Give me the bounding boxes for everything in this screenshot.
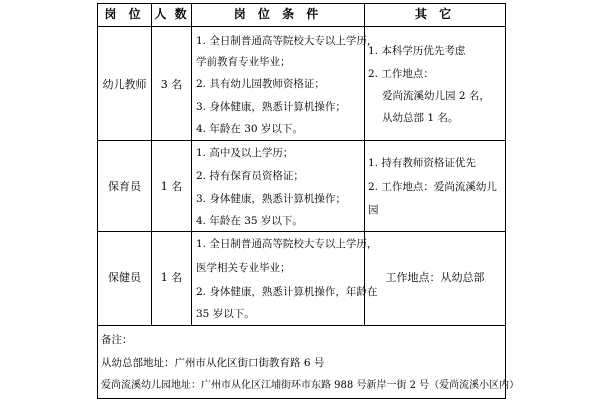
- col-divider-2: [191, 3, 192, 325]
- row-1-count: 3 名: [160, 78, 183, 91]
- header-divider: [97, 26, 506, 27]
- row-3-position: 保健员: [108, 271, 141, 284]
- header-conditions: 岗 位 条 件: [233, 7, 323, 21]
- row-1-other-3: 爱尚流溪幼儿园 2 名，: [382, 90, 490, 102]
- row-2-condition-2: 2. 持有保育员资格证；: [196, 170, 304, 182]
- row-1-condition-2: 学前教育专业毕业；: [196, 56, 291, 68]
- notes-address-2: 爱尚流溪幼儿园地址：广州市从化区江埔街环市东路 988 号新岸一街 2 号（爱尚流溪小区内）: [101, 380, 520, 391]
- row-1-condition-3: 2. 具有幼儿园教师资格证；: [196, 78, 325, 90]
- row-1-other-1: 1. 本科学历优先考虑: [368, 45, 466, 57]
- row-2-condition-4: 4. 年龄在 35 岁以下。: [196, 215, 303, 227]
- table-border-top: [97, 3, 506, 4]
- notes-title: 备注：: [101, 334, 133, 346]
- row-1-condition-4: 3. 身体健康，熟悉计算机操作；: [196, 101, 346, 113]
- header-count: 人 数: [154, 7, 189, 21]
- row-3-count: 1 名: [160, 271, 183, 284]
- header-position: 岗 位: [104, 7, 145, 21]
- row-divider-3: [97, 325, 506, 326]
- row-1-condition-1: 1. 全日制普通高等院校大专以上学历，: [196, 35, 378, 47]
- row-2-other-1: 1. 持有教师资格证优先: [368, 157, 476, 169]
- row-3-condition-4: 35 岁以下。: [196, 308, 255, 320]
- row-1-position: 幼儿教师: [102, 78, 147, 91]
- header-other: 其 它: [414, 7, 456, 21]
- row-2-condition-3: 3. 身体健康，熟悉计算机操作；: [196, 193, 346, 205]
- row-1-other-4: 从幼总部 1 名。: [382, 112, 459, 124]
- row-2-count: 1 名: [160, 180, 183, 193]
- table-border-left: [97, 3, 98, 399]
- notes-address-1: 从幼总部地址：广州市从化区街口街教育路 6 号: [101, 357, 325, 369]
- row-2-position: 保育员: [108, 180, 141, 193]
- row-divider-2: [97, 231, 506, 232]
- row-3-other-1: 工作地点：从幼总部: [385, 271, 485, 284]
- table-border-right: [505, 3, 506, 399]
- row-2-other-3: 园: [368, 204, 379, 216]
- row-3-condition-1: 1. 全日制普通高等院校大专以上学历，: [196, 238, 378, 250]
- row-3-condition-2: 医学相关专业毕业；: [196, 262, 291, 274]
- row-1-other-2: 2. 工作地点：: [368, 68, 434, 80]
- table-border-bottom: [97, 398, 506, 399]
- row-2-other-2: 2. 工作地点：爱尚流溪幼儿: [368, 181, 497, 193]
- row-2-condition-1: 1. 高中及以上学历；: [196, 147, 294, 159]
- row-1-condition-5: 4. 年龄在 30 岁以下。: [196, 123, 303, 135]
- row-divider-1: [97, 140, 506, 141]
- row-3-condition-3: 2. 身体健康，熟悉计算机操作，年龄在: [196, 286, 378, 298]
